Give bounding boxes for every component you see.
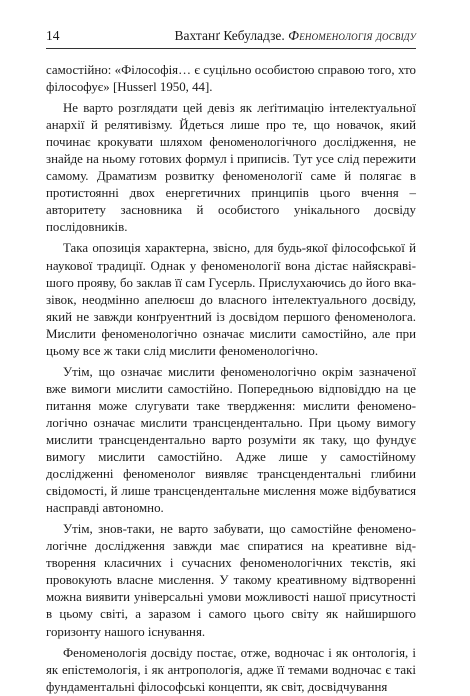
paragraph: Не варто розглядати цей девіз як леґітимацію інтелектуальної анархії й релятивізму. Йдеться лише про те, що новачок, який починає крокувати шляхом феноменологічного дослідження, не знайде на ньому готових формул і приписів. Тут усе слід пережити самому. Драматизм розвитку феноменології саме й полягає в протистоянні двох енергетичних принципів цього вчення – авторитету засновника й особистого унікального досвіду послідовників. [46, 101, 416, 235]
paragraph: Феноменологія досвіду постає, отже, водночас і як онтологія, і як епістемологія, і як антропологія, адже її темами водночас є такі фундаментальні філософські концепти, як світ, досвідчування [46, 645, 416, 694]
body-text [46, 62, 416, 696]
page-number: 14 [46, 28, 60, 43]
author-name: Вахтанґ Кебуладзе. [174, 28, 285, 43]
running-title [175, 27, 416, 45]
paragraph: Утім, що означає мислити феноменологічно окрім зазначеної вже вимоги мислити самостійно. Попередньою відповіддю на це питання може слугувати таке твердження: мислити феноменологічно означає мислити трансцендентально. При цьому вимогу мислити трансцендентально варто розуміти як таку, що фундує вимогу мислити самостійно. Адже лише у самостійному дослідженні феноменолог виявляє трансцендентальні глибини свідомості, й лише трансцендентальне мислення може відбуватися насправді автономно. [46, 364, 416, 516]
header-rule [46, 48, 416, 49]
running-header [46, 27, 416, 45]
paragraph-continuation: самостійно: «Філософія… є суцільно особистою справою того, хто філософує» [Husserl 1950, 44]. [46, 63, 416, 95]
book-title: Феноменологія досвіду [288, 28, 416, 43]
paragraph: Утім, знов-таки, не варто забувати, що самостійне феноменологічне дослідження завжди має спиратися на креативне відтворення класичних і сучасних феноменологічних текстів, які провокують власне мислення. У такому креативному відтворенні можна виявити універсальні умови можливості нашої присутності в цьому світі, а заразом і самого цього світу як найширшого горизонту нашого існування. [46, 522, 416, 639]
paragraph: Така опозиція характерна, звісно, для будь-якої філософської й наукової традиції. Однак у феноменології вона дістає найяскравішого прояву, бо заклав її сам Гусерль. Прислухаючись до його вказівок, неодмінно апелюєш до власного інтелектуального досвіду, який не завжди конґруентний із досвідом першого феноменолога. Мислити феноменологічно означає мислити самостійно, але при цьому все ж таки слід мислити феноменологічно. [46, 241, 416, 358]
